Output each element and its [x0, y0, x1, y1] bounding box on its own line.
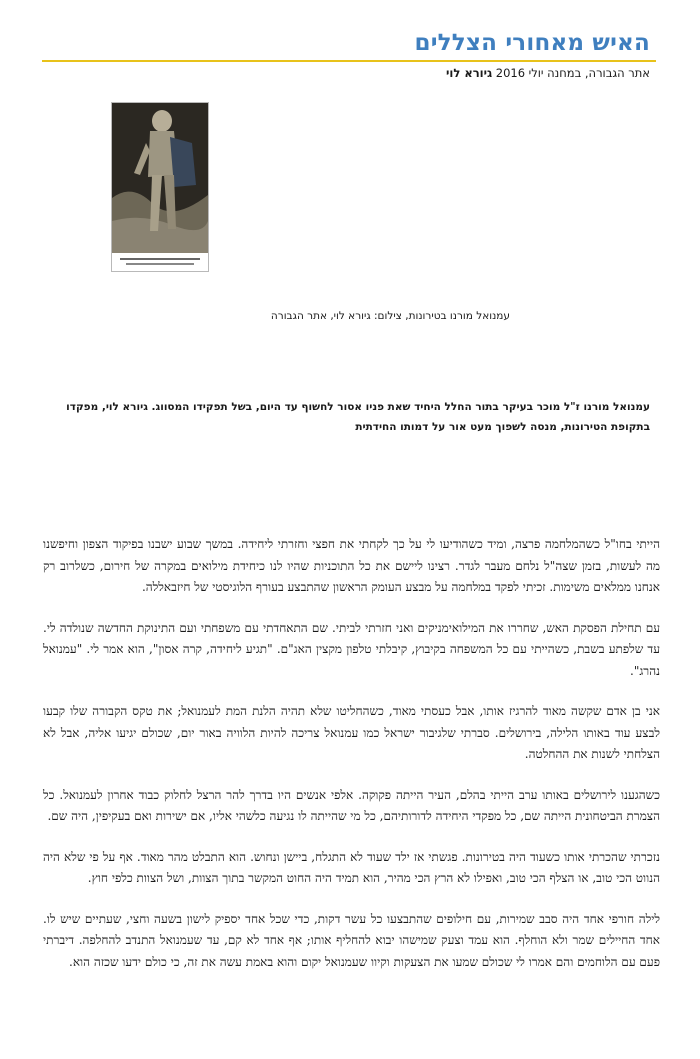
- title-divider: [42, 60, 656, 62]
- body-paragraph: עם תחילת הפסקת האש, שחררו את המילואימניקים ואני חזרתי לביתי. שם התאחדתי עם משפחתי ועם התינוקת החדשה שנולדה לי. עד שלפתע בשבת, כשהייתי עם כל המשפחה בקיבוץ, קיבלתי טלפון מקצין האג"ם. "תגיע ליחידה, קרה אסון", הוא אמר לי. "עמנואל נהרג".: [43, 620, 660, 678]
- body-paragraph: נזכרתי שהכרתי אותו כשעוד היה בטירונות. פגשתי אז ילד שעוד לא התגלח, ביישן ונחוש. הוא התבלט מהר מאוד. אף על פי שלא היה הנווט הכי טוב, או הצלף הכי טוב, ואפילו לא הרץ הכי מהיר, הוא תמיד היה החוט המקשר בתוך הצוות, ושל הצוות כלפי חוץ.: [43, 849, 660, 885]
- body-paragraph: אני בן אדם שקשה מאוד להרגיז אותו, אבל כעסתי מאוד, כשהחליטו שלא תהיה הלנת המת לעמנואל; את טקס הקבורה שלו קבעו לבצע עוד באותו הלילה, בירושלים. סברתי שלגיבור ישראל כמו עמנואל צריכה להיות הלוויה באור יום, שכולם יגיעו אליה, אבל לא הצלחתי לשנות את ההחלטה.: [43, 704, 660, 761]
- article-title: האיש מאחורי הצללים: [414, 30, 650, 56]
- soldier-photo-icon: [112, 103, 208, 271]
- byline: [446, 66, 650, 80]
- body-paragraph: כשהגענו לירושלים באותו ערב הייתי בהלם, העיר הייתה פקוקה. אלפי אנשים היו בדרך להר הרצל לחלוק כבוד אחרון לעמנואל. כל הצמרת הביטחונית הייתה שם, כל מפקדי היחידה לדורותיהם, כל מי שהייתה לו נגיעה כלשהי אליו, אם ישירות ואם בעקיפין, היה שם.: [43, 787, 660, 823]
- photo-caption: עמנואל מורנו בטירונות, צילום: גיורא לוי, אתר הגבורה: [270, 310, 510, 322]
- body-paragraph: לילה חורפי אחד היה סבב שמירות, עם חילופים שהתבצעו כל עשר דקות, כדי שכל אחד יספיק לישון בשעה וחצי, שעתיים שיש לו. אחד החיילים שמר ולא הוחלף. הוא עמד וצעק שמישהו יבוא להחליף אותו; אף אחד לא קם, עד שעמנואל התנדב להחלפה. דיברתי פעם עם הלוחמים והם אמרו לי שכולם שמעו את הצעקות וקיוו שעמנואל יקום והוא באמת עשה את זה, כי כולם ידעו שכזה הוא.: [43, 911, 660, 969]
- byline-source: אתר הגבורה, במחנה יולי 2016: [495, 66, 650, 80]
- article-body: [43, 534, 660, 992]
- lead-paragraph: עמנואל מורנו ז"ל מוכר בעיקר בתור החלל היחיד שאת פניו אסור לחשוף עד היום, בשל תפקידו המסווג. גיורא לוי, מפקדו בתקופת הטירונות, מנסה לשפוך מעט אור על דמותו החידתית: [66, 401, 650, 433]
- body-paragraph: הייתי בחו"ל כשהמלחמה פרצה, ומיד כשהודיעו לי על כך לקחתי את חפצי וחזרתי ליחידה. במשך שבוע ישבנו בפיקוד הצפון וחיפשנו מה לעשות, בזמן שצה"ל נלחם מעבר לגדר. רצינו ליישם את כל התוכניות שהיו לנו כיחידת מילואים במקרה של חירום, כשלרוב רק אנחנו ממלאים משימות. זכיתי לפקד במלחמה על מבצע העומק הראשון שהתבצע בעורף הלוגיסטי של חיזבאללה.: [43, 537, 660, 594]
- byline-author: גיורא לוי: [446, 66, 493, 80]
- soldier-photo: [111, 102, 209, 272]
